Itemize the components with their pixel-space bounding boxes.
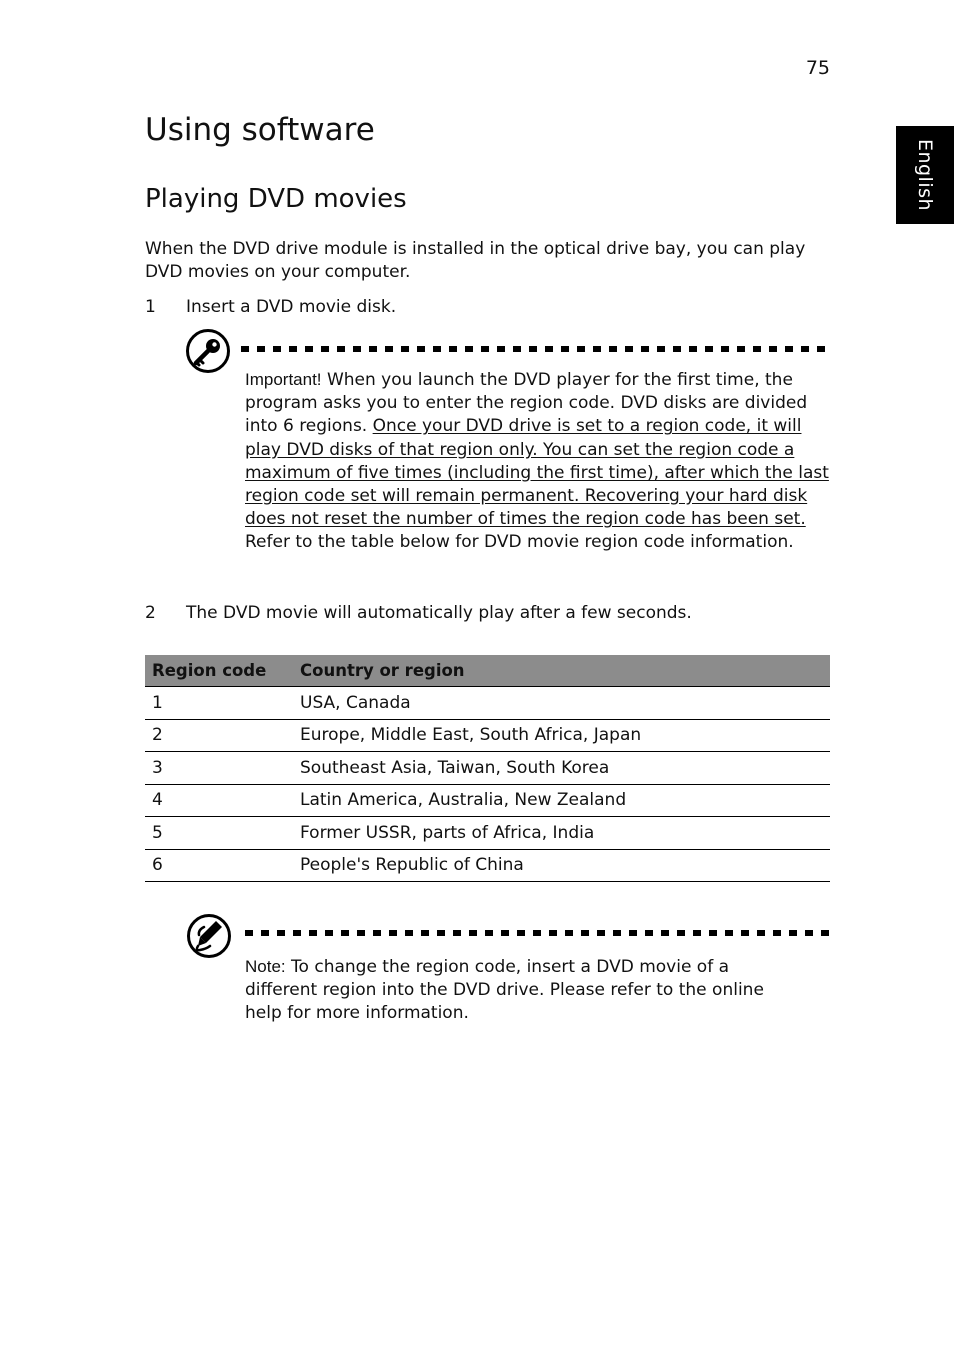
- important-text-before: When you launch the DVD player for the first time, the program asks you to enter the region code. DVD disks are divided into 6 regions.: [245, 370, 808, 437]
- table-cell: 1: [145, 687, 293, 720]
- table-cell: 2: [145, 719, 293, 752]
- table-cell: Former USSR, parts of Africa, India: [293, 817, 830, 850]
- step-number: 2: [145, 603, 156, 623]
- language-tab-label: English: [914, 138, 936, 212]
- table-row: [145, 752, 830, 785]
- table-cell: Latin America, Australia, New Zealand: [293, 784, 830, 817]
- step-text: Insert a DVD movie disk.: [186, 297, 397, 317]
- table-row: [145, 849, 830, 882]
- important-text-after: Refer to the table below for DVD movie region code information.: [245, 532, 794, 553]
- pen-note-icon: [186, 913, 232, 959]
- step-number: 1: [145, 297, 156, 317]
- table-cell: 3: [145, 752, 293, 785]
- table-header-row: [145, 655, 830, 687]
- section-title: Playing DVD movies: [145, 184, 407, 214]
- table-row: [145, 719, 830, 752]
- table-cell: Europe, Middle East, South Africa, Japan: [293, 719, 830, 752]
- important-callout-text: [245, 368, 830, 555]
- note-divider: [245, 930, 830, 936]
- page-title: Using software: [145, 112, 375, 148]
- language-tab: [896, 126, 954, 224]
- table-row: [145, 687, 830, 720]
- region-code-table: [145, 655, 830, 882]
- important-label: Important!: [245, 370, 322, 389]
- important-underlined-text: Once your DVD drive is set to a region code, it will play DVD disks of that region only. You can set the region code a maximum of five times (including the first time), after which the last region code set will remain permanent. Recovering your hard disk does not reset the number of times the region code has been set.: [245, 416, 829, 530]
- table-header-cell: Country or region: [293, 655, 830, 687]
- table-row: [145, 817, 830, 850]
- table-header-cell: Region code: [145, 655, 293, 687]
- table-cell: USA, Canada: [293, 687, 830, 720]
- intro-paragraph: When the DVD drive module is installed in the optical drive bay, you can play DVD movies on your computer.: [145, 239, 806, 283]
- table-row: [145, 784, 830, 817]
- step-text: The DVD movie will automatically play after a few seconds.: [186, 603, 692, 623]
- note-text: To change the region code, insert a DVD movie of a different region into the DVD drive. Please refer to the online help for more information.: [245, 957, 764, 1024]
- table-cell: Southeast Asia, Taiwan, South Korea: [293, 752, 830, 785]
- callout-divider: [241, 346, 830, 352]
- note-callout-text: [245, 955, 805, 1026]
- table-cell: People's Republic of China: [293, 849, 830, 882]
- note-label: Note:: [245, 957, 286, 976]
- table-cell: 4: [145, 784, 293, 817]
- table-cell: 5: [145, 817, 293, 850]
- key-icon: [185, 328, 231, 374]
- table-cell: 6: [145, 849, 293, 882]
- page-number: 75: [805, 57, 830, 79]
